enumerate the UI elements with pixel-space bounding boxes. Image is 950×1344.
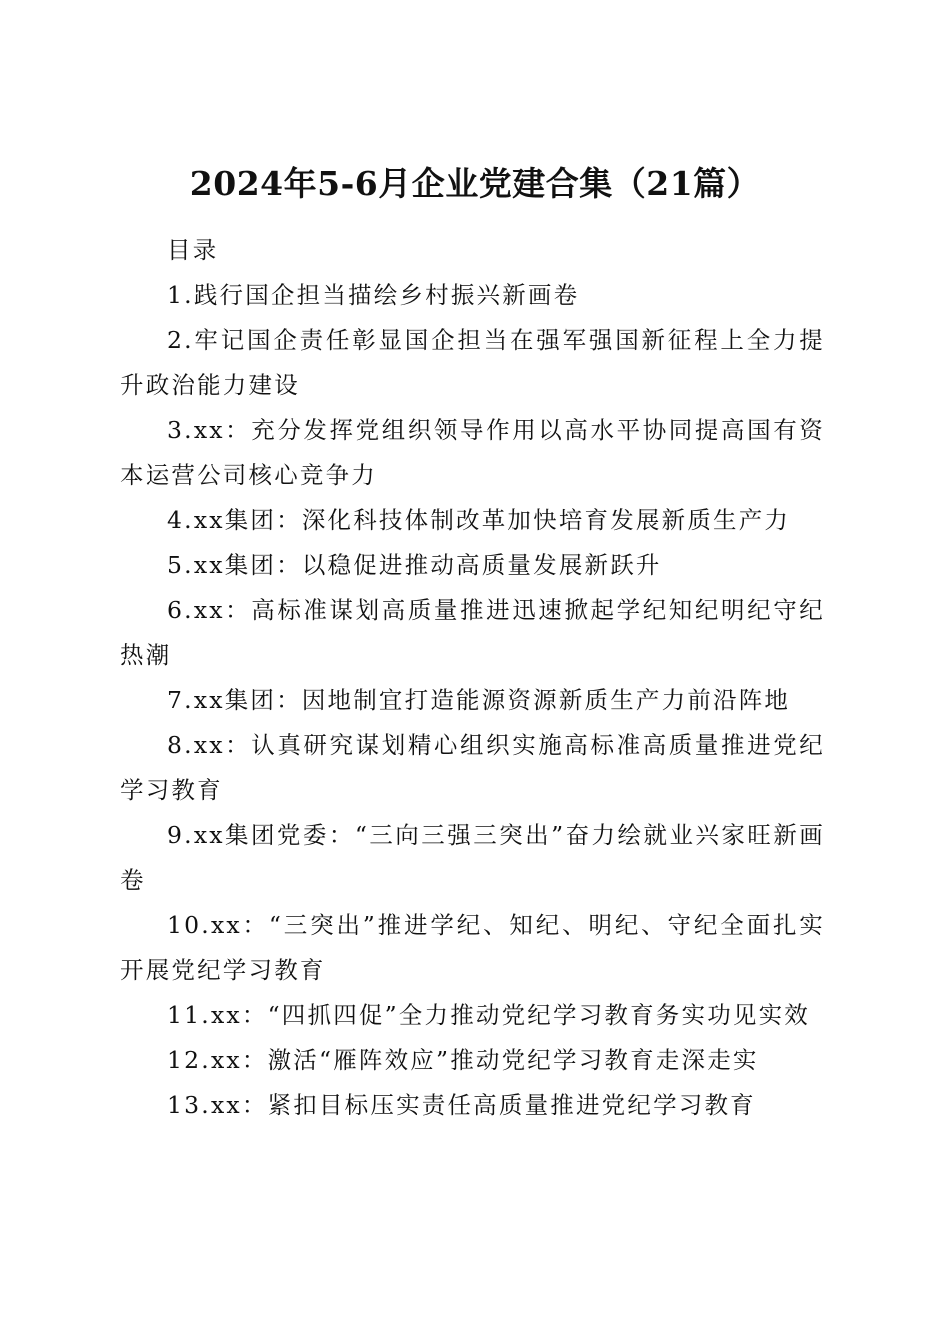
toc-item: 4.xx集团：深化科技体制改革加快培育发展新质生产力 <box>167 506 791 534</box>
table-of-contents <box>120 228 825 1128</box>
toc-item: 7.xx集团：因地制宜打造能源资源新质生产力前沿阵地 <box>167 686 791 714</box>
toc-item: 2.牢记国企责任彰显国企担当在强军强国新征程上全力提升政治能力建设 <box>120 326 825 399</box>
toc-item: 11.xx：“四抓四促”全力推动党纪学习教育务实功见实效 <box>167 1001 811 1029</box>
toc-item: 8.xx：认真研究谋划精心组织实施高标准高质量推进党纪学习教育 <box>120 731 825 804</box>
toc-item: 13.xx：紧扣目标压实责任高质量推进党纪学习教育 <box>167 1091 756 1119</box>
toc-item: 12.xx：激活“雁阵效应”推动党纪学习教育走深走实 <box>167 1046 759 1074</box>
toc-item: 3.xx：充分发挥党组织领导作用以高水平协同提高国有资本运营公司核心竞争力 <box>120 416 825 489</box>
document-title: 2024年5-6月企业党建合集（21篇） <box>189 164 761 204</box>
toc-heading: 目录 <box>167 236 219 264</box>
toc-item: 6.xx：高标准谋划高质量推进迅速掀起学纪知纪明纪守纪热潮 <box>120 596 825 669</box>
toc-item: 1.践行国企担当描绘乡村振兴新画卷 <box>167 281 580 309</box>
toc-item: 9.xx集团党委：“三向三强三突出”奋力绘就业兴家旺新画卷 <box>120 821 825 894</box>
toc-item: 5.xx集团：以稳促进推动高质量发展新跃升 <box>167 551 662 579</box>
toc-item: 10.xx：“三突出”推进学纪、知纪、明纪、守纪全面扎实开展党纪学习教育 <box>120 911 825 984</box>
